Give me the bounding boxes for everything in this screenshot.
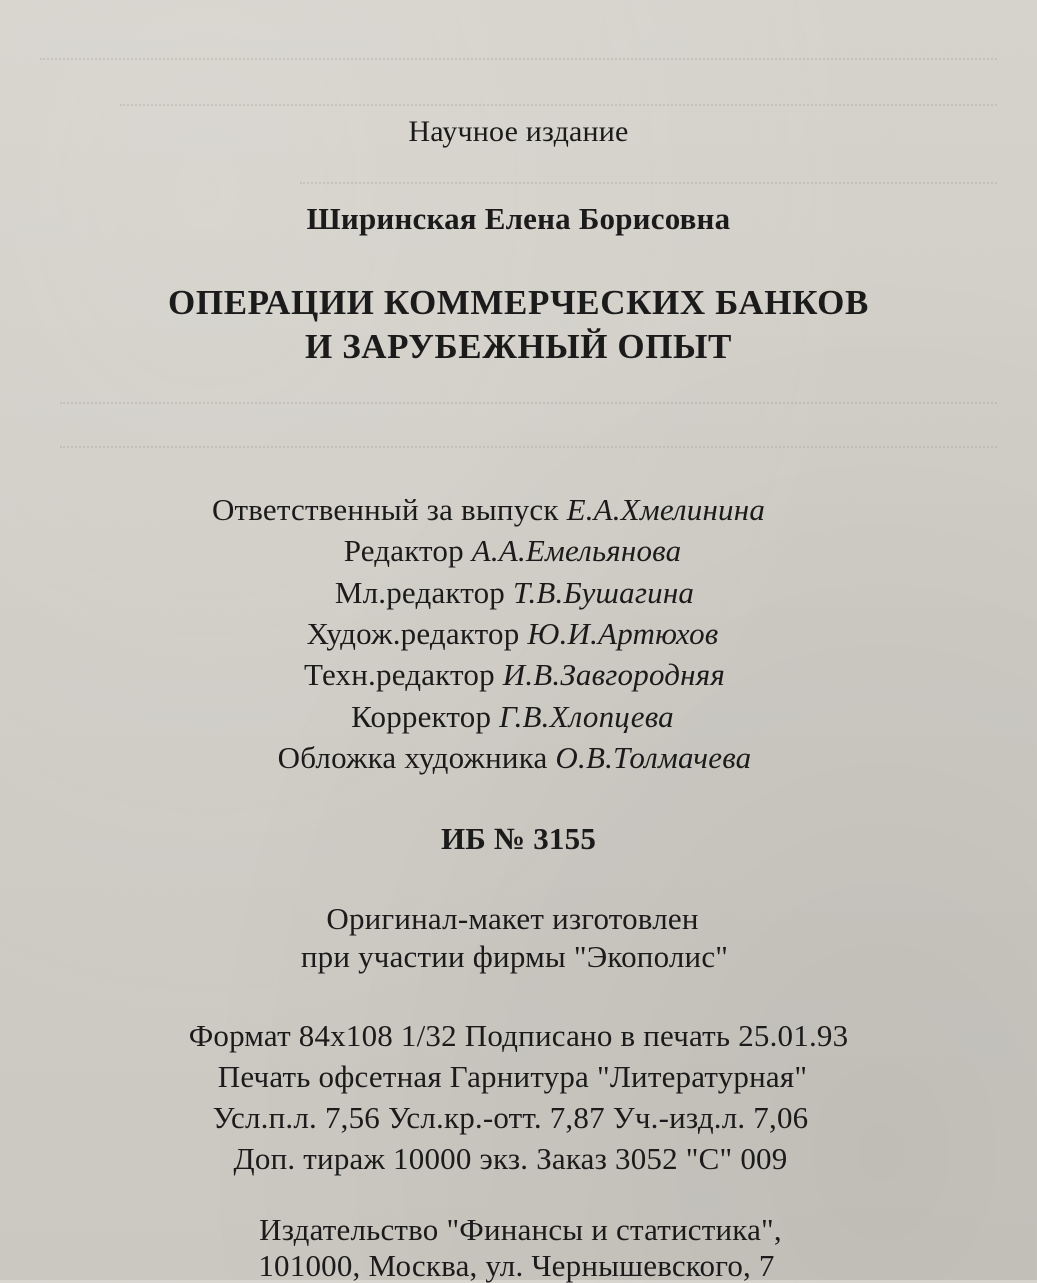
credit-role: Ответственный за выпуск xyxy=(211,492,559,527)
credit-person: А.А.Емельянова xyxy=(471,533,682,568)
publisher-line-1: Издательство "Финансы и статистика", xyxy=(259,1212,782,1247)
credit-role: Обложка художника xyxy=(277,740,548,775)
book-title-line-2: И ЗАРУБЕЖНЫЙ ОПЫТ xyxy=(305,327,732,366)
credit-line xyxy=(0,742,1033,773)
credit-person: Т.В.Бушагина xyxy=(512,575,695,610)
credit-line xyxy=(0,577,1033,608)
credit-role: Мл.редактор xyxy=(334,575,506,610)
credit-role: Техн.редактор xyxy=(304,657,495,692)
credit-person: Ю.И.Артюхов xyxy=(527,616,719,651)
show-through-texture xyxy=(60,402,997,414)
credit-line xyxy=(0,659,1033,690)
credit-person: И.В.Завгородняя xyxy=(502,657,725,692)
credit-person: Е.А.Хмелинина xyxy=(566,492,766,527)
print-info-line-1: Формат 84х108 1/32 Подписано в печать 25.01.93 xyxy=(188,1018,849,1053)
credit-role: Худож.редактор xyxy=(306,616,520,651)
publication-type: Научное издание xyxy=(408,115,629,148)
print-info-line-4: Доп. тираж 10000 экз. Заказ 3052 "С" 009 xyxy=(233,1141,788,1176)
author-name: Ширинская Елена Борисовна xyxy=(306,201,731,236)
print-info-line-3: Усл.п.л. 7,56 Усл.кр.-отт. 7,87 Уч.-изд.л. 7,06 xyxy=(212,1100,809,1135)
credit-line xyxy=(0,618,1031,649)
credit-person: О.В.Толмачева xyxy=(555,740,752,775)
show-through-texture xyxy=(40,58,997,70)
book-title-line-1: ОПЕРАЦИИ КОММЕРЧЕСКИХ БАНКОВ xyxy=(168,283,869,322)
layout-note-line-2: при участии фирмы "Экополис" xyxy=(300,939,729,974)
credit-line xyxy=(0,701,1031,732)
credit-role: Корректор xyxy=(351,699,492,734)
print-info-line-2: Печать офсетная Гарнитура "Литературная" xyxy=(217,1059,808,1094)
credit-role: Редактор xyxy=(343,533,464,568)
show-through-texture xyxy=(60,446,997,458)
show-through-texture xyxy=(300,182,997,194)
credit-line xyxy=(0,494,1007,525)
credit-person: Г.В.Хлопцева xyxy=(499,699,674,734)
ib-number: ИБ № 3155 xyxy=(440,821,597,856)
layout-note-line-1: Оригинал-макет изготовлен xyxy=(326,901,699,936)
credit-line xyxy=(0,535,1031,566)
publisher-line-2: 101000, Москва, ул. Чернышевского, 7 xyxy=(258,1248,775,1283)
